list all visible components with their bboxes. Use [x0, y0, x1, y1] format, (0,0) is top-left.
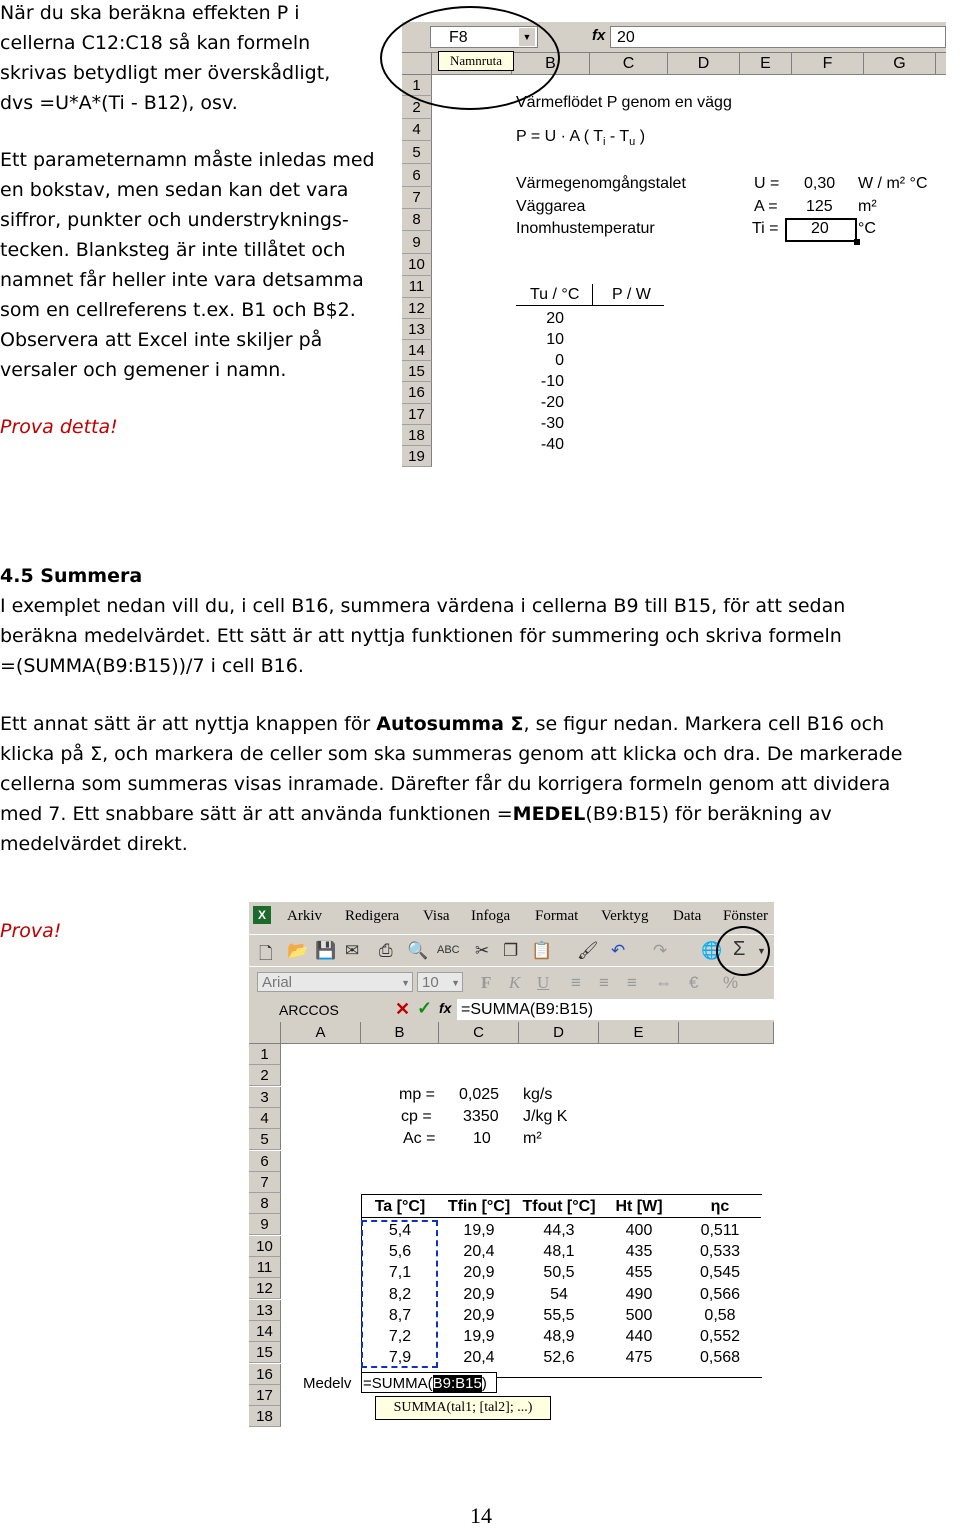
cp-value[interactable]: 3350	[463, 1108, 499, 1125]
save-icon[interactable]: 💾	[315, 941, 337, 960]
table-cell[interactable]: 20,4	[463, 1349, 495, 1367]
a-eq: A =	[754, 198, 778, 215]
u-eq: U =	[754, 175, 780, 192]
table-column-header: Ta [°C]	[374, 1198, 426, 1215]
table-cell[interactable]: 52,6	[543, 1349, 575, 1367]
font-select[interactable]: Arial ▼	[257, 972, 413, 992]
table-cell[interactable]: 400	[625, 1222, 653, 1239]
fx-icon[interactable]: fx	[592, 27, 606, 44]
table-cell[interactable]: 8,2	[388, 1285, 412, 1303]
table-cell[interactable]: 5,4	[388, 1222, 412, 1239]
fx-icon[interactable]: fx	[439, 1000, 452, 1016]
row-header[interactable]: 2	[249, 1065, 281, 1086]
autosum-highlight-circle	[716, 926, 770, 976]
column-header[interactable]: D	[519, 1022, 599, 1044]
italic-icon[interactable]: K	[509, 973, 521, 992]
column-header[interactable]: E	[599, 1022, 679, 1044]
table-cell[interactable]: 0,58	[704, 1306, 736, 1324]
data-table-header-line	[361, 1217, 761, 1218]
open-folder-icon[interactable]: 📂	[287, 941, 309, 960]
menu-item-fonster[interactable]: Fönster	[723, 908, 768, 924]
ac-unit: m²	[523, 1130, 542, 1147]
autosum-icon[interactable]: Σ	[733, 938, 746, 960]
menu-item-visa[interactable]: Visa	[423, 908, 450, 924]
table-cell[interactable]: 48,1	[543, 1243, 575, 1261]
row-header[interactable]: 14	[249, 1321, 281, 1342]
row-header[interactable]: 6	[249, 1151, 281, 1172]
table-cell[interactable]: 0,533	[699, 1243, 741, 1261]
param-line: Observera att Excel inte skiljer på	[0, 329, 323, 351]
cancel-icon[interactable]: ✕	[395, 999, 411, 1019]
intro-line: cellerna C12:C18 så kan formeln	[0, 32, 311, 54]
font-size-select[interactable]: 10 ▼	[417, 972, 463, 992]
param-line: versaler och gemener i namn.	[0, 359, 287, 381]
fill-handle[interactable]	[854, 239, 860, 245]
edit-formula-suffix: )	[481, 1375, 487, 1392]
column-header-f[interactable]	[679, 1022, 774, 1044]
row-header[interactable]: 18	[249, 1406, 281, 1427]
medel-label: Medelv	[303, 1375, 352, 1392]
tu-value-cell[interactable]: -10	[540, 373, 564, 390]
label-u: Värmegenomgångstalet	[516, 175, 686, 192]
table-cell[interactable]: 20,9	[463, 1285, 495, 1303]
row-header[interactable]: 7	[402, 187, 432, 209]
table-cell[interactable]: 7,1	[388, 1264, 412, 1282]
param-line: som en cellreferens t.ex. B1 och B$2.	[0, 299, 356, 321]
cp-label: cp =	[401, 1108, 432, 1125]
u-value[interactable]: 0,30	[804, 175, 836, 192]
spelling-icon[interactable]: ABC	[437, 944, 460, 956]
ti-eq: Ti =	[752, 220, 779, 237]
label-a: Väggarea	[516, 198, 586, 215]
row-header[interactable]: 3	[249, 1087, 281, 1108]
header-divider	[592, 284, 593, 305]
ac-value[interactable]: 10	[473, 1130, 491, 1147]
param-paragraph	[0, 145, 384, 385]
menu-item-verktyg[interactable]: Verktyg	[601, 908, 649, 924]
new-file-icon[interactable]: 🗋	[259, 944, 273, 963]
excel-screenshot-autosum	[249, 902, 774, 1428]
row-header[interactable]: 15	[249, 1342, 281, 1363]
column-header[interactable]: C	[590, 53, 668, 75]
formula-bar	[249, 998, 774, 1022]
menu-item-redigera[interactable]: Redigera	[345, 908, 400, 924]
percent-icon[interactable]: %	[723, 973, 739, 992]
column-header[interactable]: G	[864, 53, 936, 75]
summa-paragraph	[0, 591, 958, 681]
table-cell[interactable]: 0,545	[699, 1264, 741, 1282]
col-header-tu: Tu / °C	[530, 286, 580, 303]
undo-icon[interactable]: ↶	[611, 941, 626, 960]
row-header[interactable]: 5	[402, 141, 432, 164]
underline-icon[interactable]: U	[537, 973, 550, 992]
name-box[interactable]: ARCCOS	[279, 1002, 339, 1018]
table-cell[interactable]: 7,2	[388, 1328, 412, 1345]
row-header[interactable]: 18	[402, 425, 432, 446]
row-header[interactable]: 6	[402, 164, 432, 187]
table-cell[interactable]: 500	[625, 1306, 653, 1324]
row-header[interactable]: 17	[249, 1385, 281, 1406]
menu-item-infoga[interactable]: Infoga	[471, 908, 511, 924]
enter-check-icon[interactable]: ✓	[417, 998, 433, 1018]
table-cell[interactable]: 0,566	[699, 1285, 741, 1303]
align-center-icon[interactable]: ≡	[599, 973, 609, 992]
merge-center-icon[interactable]: ⇔	[655, 973, 672, 992]
formula-text: P = U · A ( $T_i - T_u$ )	[516, 128, 646, 149]
paste-icon[interactable]: 📋	[531, 941, 553, 960]
active-cell-f8[interactable]	[785, 218, 857, 242]
table-column-header: Ht [W]	[615, 1198, 663, 1215]
param-line: namnet får heller inte vara detsamma	[0, 269, 364, 291]
summa-line: =(SUMMA(B9:B15))/7 i cell B16.	[0, 655, 304, 677]
formatting-toolbar	[249, 966, 774, 999]
row-header[interactable]: 12	[249, 1278, 281, 1299]
hyperlink-icon[interactable]: 🌐	[701, 941, 723, 960]
page-number: 14	[470, 1503, 492, 1528]
edit-formula-prefix: =SUMMA(	[363, 1375, 433, 1392]
tu-value-cell[interactable]: 0	[555, 352, 564, 369]
bold-icon[interactable]: F	[481, 973, 492, 992]
table-cell[interactable]: 0,568	[699, 1349, 741, 1367]
table-cell[interactable]: 48,9	[543, 1328, 575, 1345]
cell-b16-editing[interactable]	[361, 1372, 497, 1393]
column-header[interactable]: B	[512, 53, 590, 75]
try-this-text: Prova detta!	[0, 416, 118, 438]
standard-toolbar	[249, 934, 774, 967]
label-ti: Inomhustemperatur	[516, 220, 655, 237]
col-header-p: P / W	[612, 286, 651, 303]
cp-unit: J/kg K	[523, 1108, 568, 1125]
formula-input[interactable]: 20	[610, 26, 946, 48]
excel-app-icon[interactable]: X	[253, 906, 271, 924]
align-right-icon[interactable]: ≡	[627, 973, 637, 992]
row-header[interactable]: 10	[249, 1236, 281, 1257]
autosum-line: cellerna som summeras visas inramade. Därefter får du korrigera formeln genom att dividera	[0, 773, 891, 795]
autosum-line: med 7. Ett snabbare sätt är att använda funktionen =MEDEL(B9:B15) för beräkning av	[0, 803, 832, 825]
row-header[interactable]: 14	[402, 340, 432, 361]
row-header[interactable]: 4	[402, 119, 432, 141]
u-unit: W / m² °C	[858, 175, 928, 192]
autosum-line: Ett annat sätt är att nyttja knappen för Autosumma Σ, se figur nedan. Markera cell B16 och	[0, 713, 885, 735]
mp-label: mp =	[399, 1086, 436, 1103]
column-header[interactable]: B	[361, 1022, 439, 1044]
edit-formula-range: B9:B15	[432, 1375, 482, 1392]
chevron-down-icon[interactable]: ▼	[757, 946, 766, 956]
mp-unit: kg/s	[523, 1086, 553, 1103]
row-header[interactable]: 5	[249, 1129, 281, 1150]
summa-line: I exemplet nedan vill du, i cell B16, summera värdena i cellerna B9 till B15, för att sedan	[0, 595, 846, 617]
table-column-header: Tfout [°C]	[522, 1198, 596, 1215]
row-header[interactable]: 19	[402, 446, 432, 467]
ac-label: Ac =	[403, 1130, 436, 1147]
row-header[interactable]: 10	[402, 254, 432, 276]
row-header[interactable]: 13	[249, 1300, 281, 1321]
tu-value-cell[interactable]: -40	[540, 436, 564, 453]
column-header[interactable]: D	[668, 53, 740, 75]
row-header[interactable]: 13	[402, 319, 432, 340]
table-cell[interactable]: 435	[625, 1243, 653, 1261]
column-header[interactable]: A	[281, 1022, 361, 1044]
row-header[interactable]: 8	[249, 1193, 281, 1214]
row-header[interactable]: 15	[402, 361, 432, 382]
align-left-icon[interactable]: ≡	[571, 973, 581, 992]
print-preview-icon[interactable]: 🔍	[407, 941, 429, 960]
function-tooltip: SUMMA(tal1; [tal2]; ...)	[375, 1396, 551, 1420]
sheet-title: Värmeflödet P genom en vägg	[516, 94, 732, 111]
summation-range-marquee	[361, 1220, 438, 1368]
table-cell[interactable]: 5,6	[388, 1243, 412, 1261]
row-header[interactable]: 11	[402, 276, 432, 298]
row-header[interactable]: 16	[249, 1364, 281, 1385]
param-line: siffror, punkter och understryknings-	[0, 209, 349, 231]
row-header[interactable]: 16	[402, 382, 432, 404]
table-cell[interactable]: 440	[625, 1328, 653, 1345]
row-header[interactable]: 17	[402, 404, 432, 425]
table-cell[interactable]: 44,3	[543, 1222, 575, 1239]
row-header[interactable]: 4	[249, 1108, 281, 1129]
table-column-header: ηc	[710, 1198, 730, 1215]
corner-header[interactable]	[249, 1022, 281, 1044]
table-cell[interactable]: 20,9	[463, 1264, 495, 1282]
formula-input[interactable]: =SUMMA(B9:B15)	[457, 999, 774, 1020]
format-painter-icon[interactable]: 🖌	[577, 941, 599, 960]
name-box-tooltip: Namnruta	[438, 51, 514, 71]
chevron-down-icon[interactable]: ▼	[519, 28, 535, 46]
copy-icon[interactable]: ❐	[503, 941, 519, 960]
name-box-value: F8	[449, 29, 468, 46]
table-top-border	[516, 305, 664, 306]
autosum-paragraph	[0, 709, 958, 859]
table-cell[interactable]: 19,9	[463, 1328, 495, 1345]
row-header[interactable]: 8	[402, 209, 432, 231]
menu-item-data[interactable]: Data	[673, 908, 702, 924]
tu-value-cell[interactable]: -20	[540, 394, 564, 411]
table-cell[interactable]: 19,9	[463, 1222, 495, 1239]
intro-paragraph	[0, 0, 381, 118]
row-header[interactable]: 1	[402, 75, 432, 96]
prova-text: Prova!	[0, 920, 62, 942]
row-header[interactable]: 1	[249, 1044, 281, 1065]
intro-line: dvs =U*A*(Ti - B12), osv.	[0, 92, 238, 114]
summa-line: beräkna medelvärdet. Ett sätt är att nyttja funktionen för summering och skriva formeln	[0, 625, 842, 647]
currency-icon[interactable]: €	[689, 973, 699, 992]
mp-value[interactable]: 0,025	[459, 1086, 500, 1103]
redo-icon[interactable]: ↷	[653, 941, 668, 960]
menu-item-arkiv[interactable]: Arkiv	[287, 908, 322, 924]
row-header[interactable]: 9	[249, 1214, 281, 1235]
a-unit: m²	[858, 198, 877, 215]
intro-line: skrivas betydligt mer överskådligt,	[0, 62, 331, 84]
ti-value: 20	[811, 220, 829, 237]
table-cell[interactable]: 475	[625, 1349, 653, 1367]
column-header[interactable]: E	[740, 53, 792, 75]
row-header[interactable]: 9	[402, 231, 432, 254]
section-heading: 4.5 Summera	[0, 565, 143, 587]
column-header[interactable]: C	[439, 1022, 519, 1044]
intro-line: När du ska beräkna effekten P i	[0, 2, 300, 24]
param-line: Ett parameternamn måste inledas med	[0, 149, 375, 171]
menu-bar	[249, 902, 774, 934]
param-line: tecken. Blanksteg är inte tillåtet och	[0, 239, 346, 261]
print-icon[interactable]: ⎙	[379, 941, 393, 960]
tu-value-cell[interactable]: -30	[540, 415, 564, 432]
cut-icon[interactable]: ✂	[475, 941, 490, 960]
row-header[interactable]: 2	[402, 96, 432, 119]
name-box-highlight-circle	[380, 6, 560, 110]
table-cell[interactable]: 20,4	[463, 1243, 495, 1261]
column-header[interactable]: F	[792, 53, 864, 75]
autosum-line: medelvärdet direkt.	[0, 833, 188, 855]
table-cell[interactable]: 490	[625, 1285, 653, 1303]
autosum-line: klicka på Σ, och markera de celler som ska summeras genom att klicka och dra. De markerade	[0, 743, 903, 765]
tu-value-cell[interactable]: 10	[546, 331, 564, 348]
table-cell[interactable]: 0,552	[699, 1328, 741, 1345]
a-value[interactable]: 125	[806, 198, 833, 215]
table-cell[interactable]: 7,9	[388, 1349, 412, 1367]
row-header[interactable]: 7	[249, 1172, 281, 1193]
column-header-edge[interactable]	[936, 53, 946, 75]
row-header[interactable]: 11	[249, 1257, 281, 1278]
tu-value-cell[interactable]: 20	[546, 310, 564, 327]
table-cell[interactable]: 50,5	[543, 1264, 575, 1282]
row-header[interactable]: 12	[402, 298, 432, 319]
table-cell[interactable]: 55,5	[543, 1306, 575, 1324]
table-cell[interactable]: 54	[550, 1285, 568, 1303]
table-column-header: Tfin [°C]	[447, 1198, 511, 1215]
table-cell[interactable]: 0,511	[700, 1222, 740, 1239]
ti-unit: °C	[858, 220, 876, 237]
table-cell[interactable]: 455	[625, 1264, 653, 1282]
table-cell[interactable]: 8,7	[388, 1306, 412, 1324]
table-cell[interactable]: 20,9	[463, 1306, 495, 1324]
param-line: en bokstav, men sedan kan det vara	[0, 179, 349, 201]
menu-item-format[interactable]: Format	[535, 908, 579, 924]
email-icon[interactable]: ✉	[345, 941, 360, 960]
